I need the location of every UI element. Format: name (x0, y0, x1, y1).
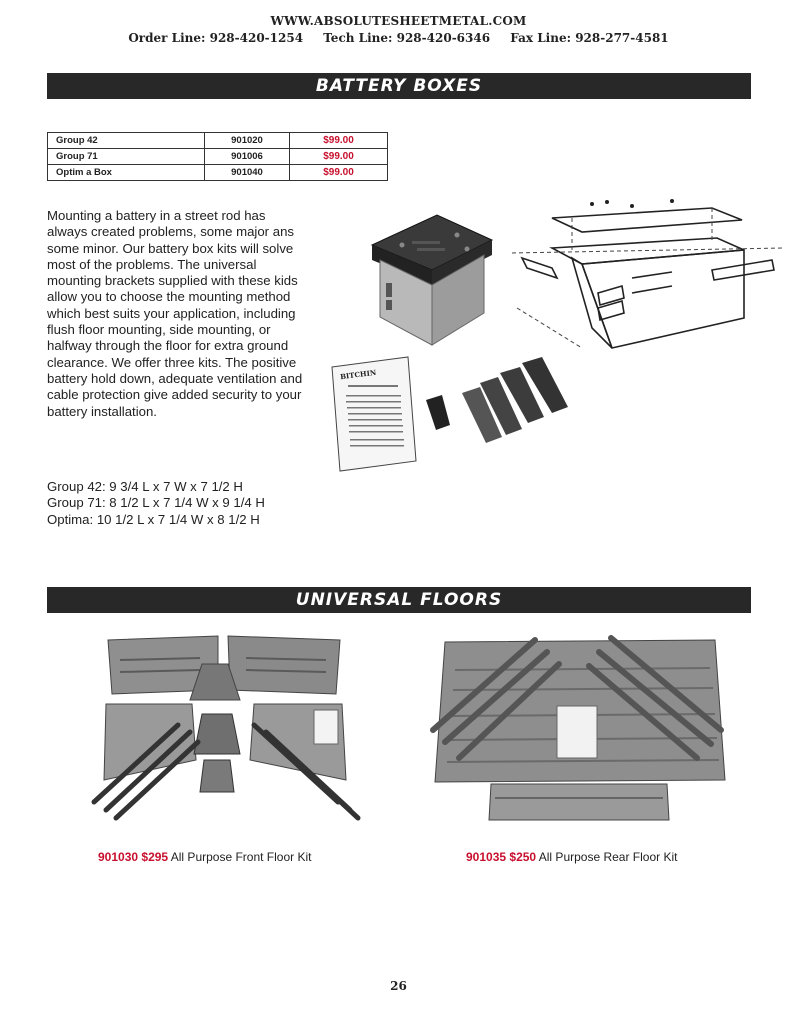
part-name: Optim a Box (48, 165, 205, 181)
contact-lines (0, 31, 797, 45)
battery-dimensions (47, 479, 317, 528)
rear-floor-caption (466, 850, 678, 864)
part-name: Group 42 (48, 133, 205, 149)
rear-floor-part: 901035 (466, 850, 507, 864)
rear-floor-price: $250 (509, 850, 537, 864)
front-floor-name: All Purpose Front Floor Kit (170, 850, 312, 864)
battery-description: Mounting a battery in a street rod has always created problems, some major ans some minor. Our battery box kits will solve most of the problems. The universal mounting brackets supplied with these kids allow you to choose the mounting method which best suits your application, including flush floor mounting, side mounting, or halfway through the floor for extra ground clearance. We offer three kits. The positive battery hold down, adequate ventilation and cable protection give added security to your battery installation. (47, 208, 303, 419)
rear-floor-name: All Purpose Rear Floor Kit (538, 850, 678, 864)
part-price: $99.00 (290, 149, 388, 165)
instruction-sheet-title: BITCHIN (339, 367, 377, 382)
rear-floor-kit-photo (425, 630, 745, 830)
battery-parts-table (47, 132, 388, 181)
battery-boxes-title: BATTERY BOXES (47, 73, 751, 99)
dimension-line: Group 42: 9 3/4 L x 7 W x 7 1/2 H (47, 479, 243, 494)
fax-line: Fax Line: 928-277-4581 (510, 31, 669, 45)
part-number: 901040 (205, 165, 290, 181)
front-floor-part: 901030 (98, 850, 139, 864)
order-line: Order Line: 928-420-1254 (128, 31, 304, 45)
front-floor-price: $295 (141, 850, 169, 864)
website-url: WWW.ABSOLUTESHEETMETAL.COM (270, 14, 527, 28)
part-price: $99.00 (290, 133, 388, 149)
battery-box-diagram (512, 198, 782, 378)
table-row (48, 133, 388, 149)
front-floor-kit-photo (90, 630, 390, 830)
page-number: 26 (390, 979, 407, 993)
part-number: 901006 (205, 149, 290, 165)
tech-line: Tech Line: 928-420-6346 (323, 31, 491, 45)
dimension-line: Group 71: 8 1/2 L x 7 1/4 W x 9 1/4 H (47, 495, 265, 511)
part-price: $99.00 (290, 165, 388, 181)
universal-floors-title: UNIVERSAL FLOORS (47, 587, 751, 613)
battery-box-photo (362, 205, 502, 355)
front-floor-caption (98, 850, 311, 864)
dimension-line: Optima: 10 1/2 L x 7 1/4 W x 8 1/2 H (47, 511, 260, 527)
table-row (48, 149, 388, 165)
table-row (48, 165, 388, 181)
part-name: Group 71 (48, 149, 205, 165)
part-number: 901020 (205, 133, 290, 149)
